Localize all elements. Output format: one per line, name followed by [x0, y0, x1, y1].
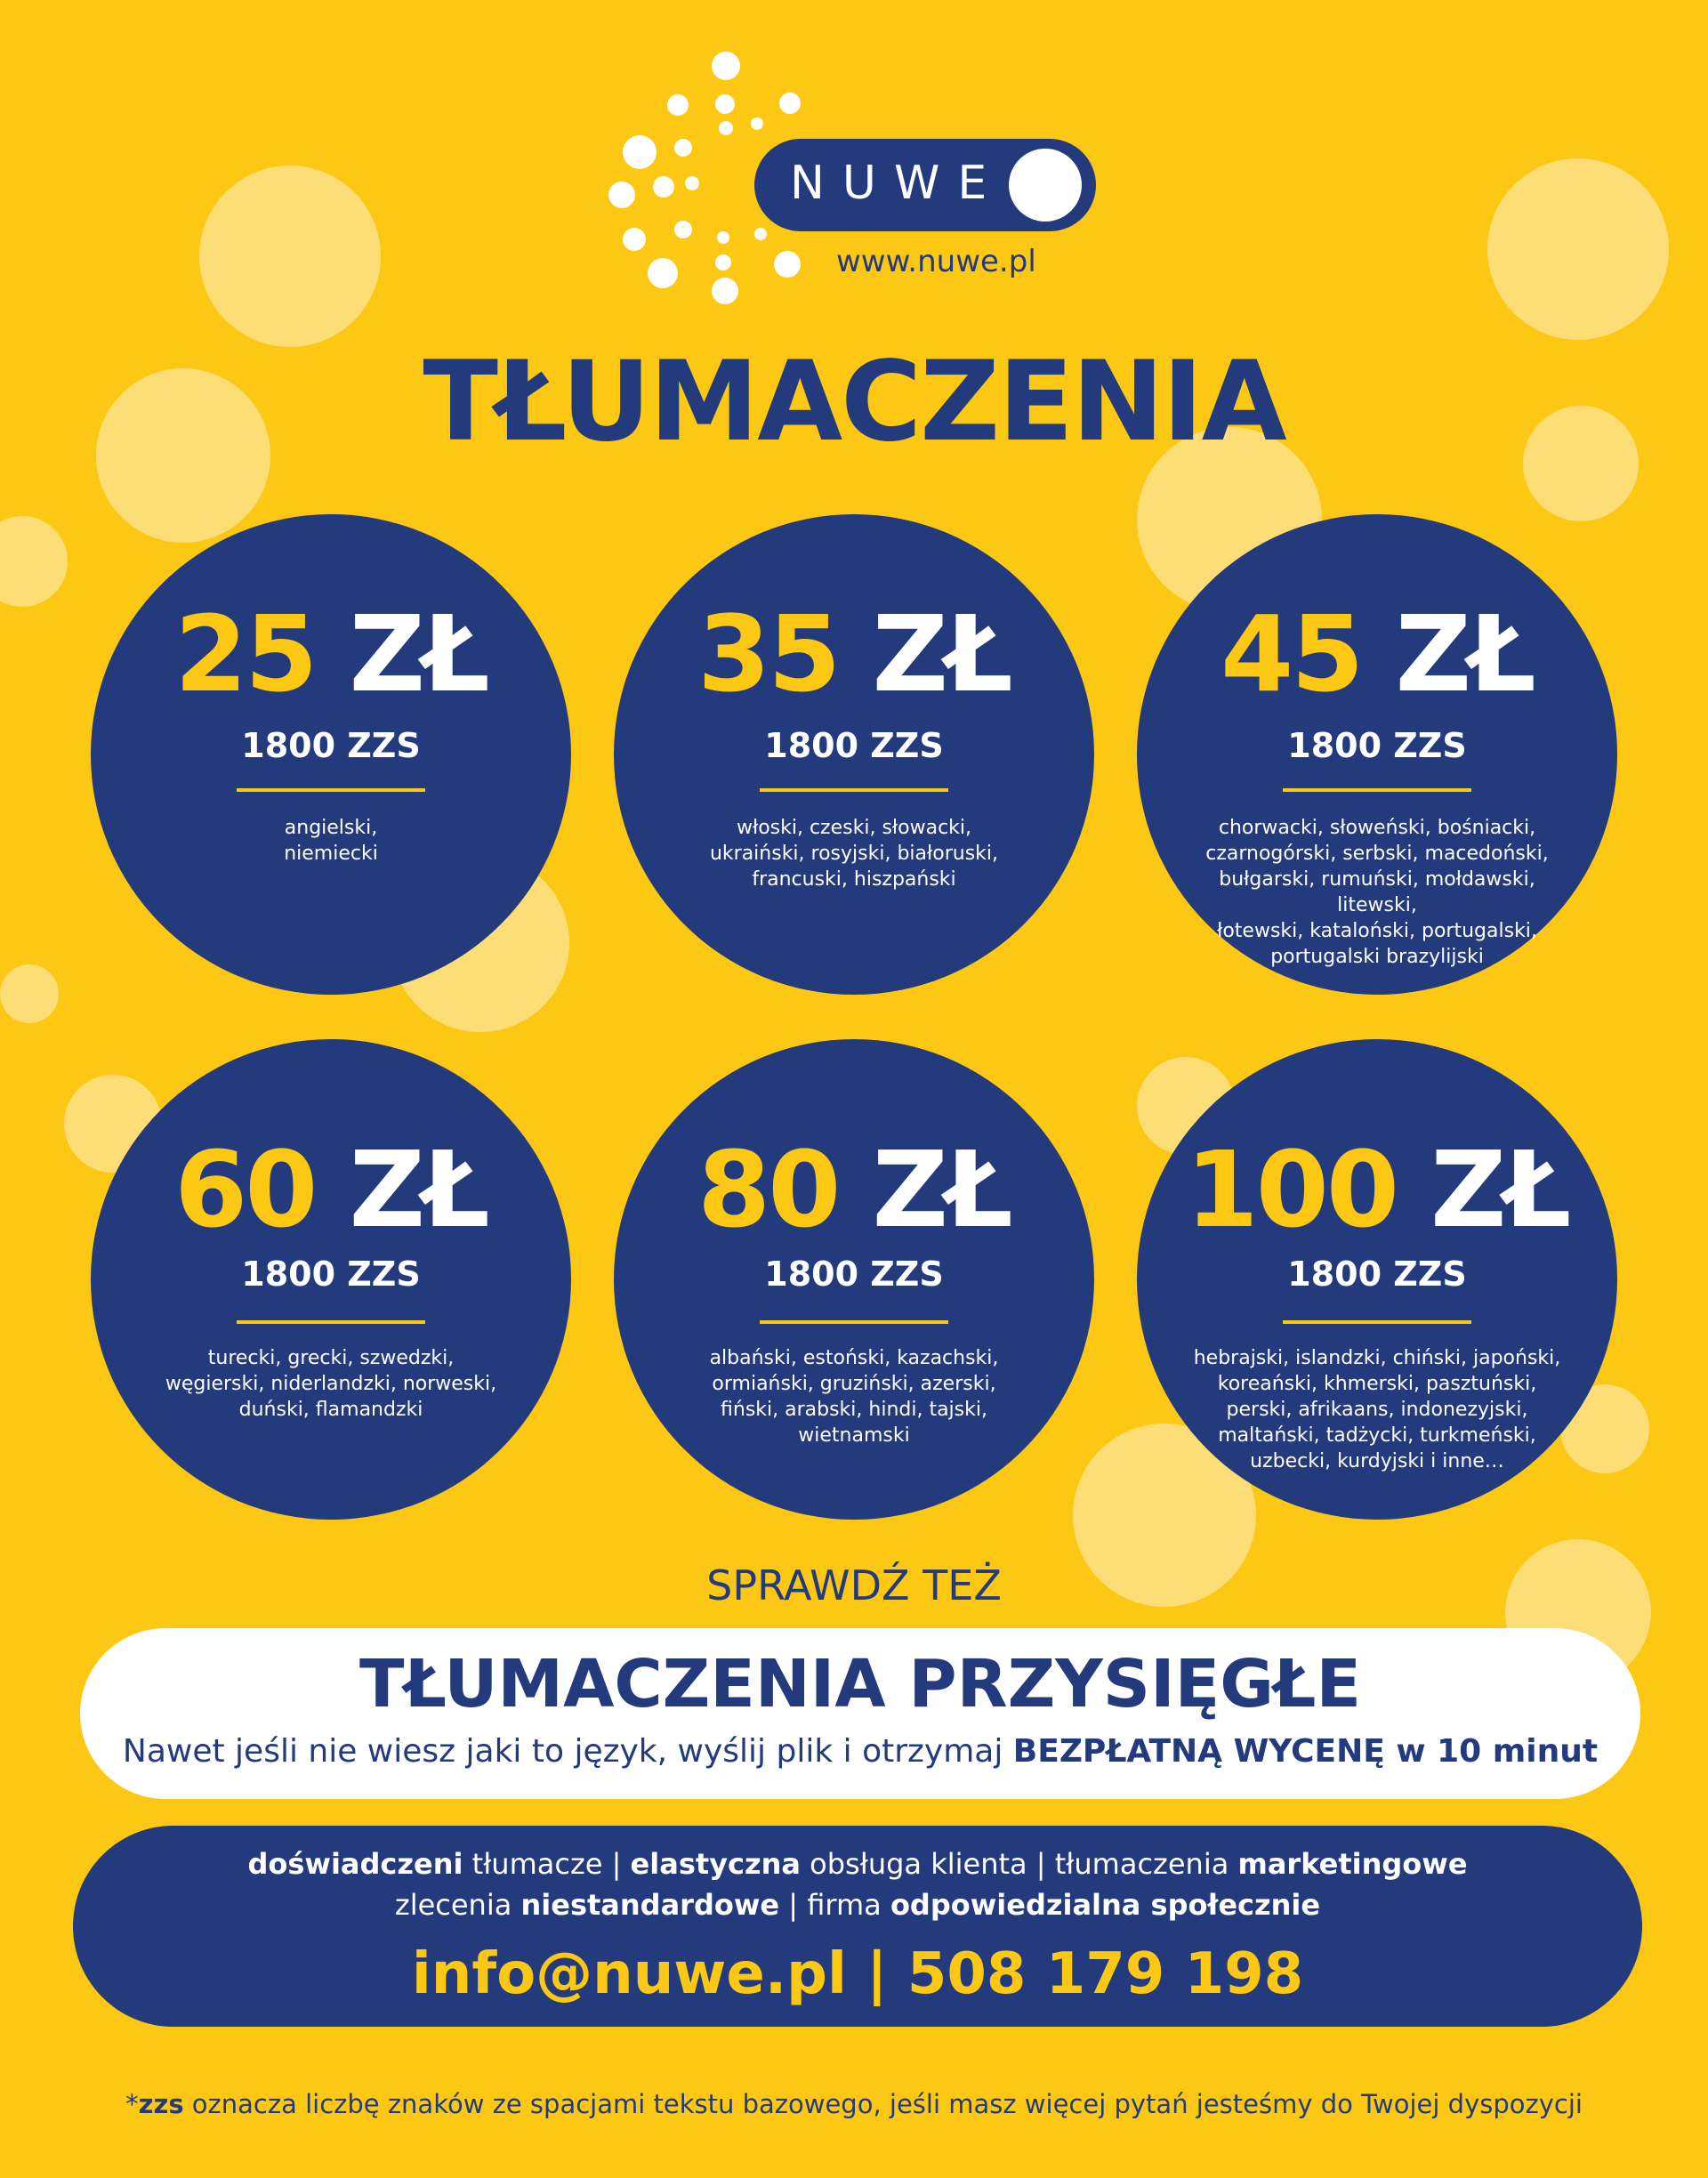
price-divider [237, 788, 425, 792]
price-divider [237, 1320, 425, 1324]
price-chars: 1800 ZZS [764, 726, 944, 765]
price-amount: 35 ZŁ [697, 593, 1011, 715]
price-chars: 1800 ZZS [1287, 1254, 1467, 1294]
contact-line: info@nuwe.pl | 508 179 198 [411, 1941, 1304, 2007]
bg-bubble [0, 964, 59, 1023]
sworn-translation-banner[interactable] [80, 1628, 1640, 1799]
check-also-heading: SPRAWDŹ TEŻ [706, 1561, 1002, 1609]
price-circle [614, 1039, 1094, 1520]
price-chars: 1800 ZZS [1287, 726, 1467, 765]
price-amount: 60 ZŁ [174, 1128, 487, 1251]
bg-bubble [199, 165, 381, 347]
features-line-1: doświadczeni tłumacze | elastyczna obsługa klienta | tłumaczenia marketingowe [247, 1847, 1468, 1881]
price-chars: 1800 ZZS [241, 1254, 421, 1294]
sworn-title: TŁUMACZENIA PRZYSIĘGŁE [359, 1646, 1361, 1722]
price-languages: angielski, niemiecki [284, 817, 378, 865]
price-divider [1283, 1320, 1471, 1324]
logo-text: NUWE [790, 157, 1005, 210]
price-divider [760, 788, 948, 792]
price-divider [760, 1320, 948, 1324]
price-languages: włoski, czeski, słowacki, ukraiński, rosyjski, białoruski, francuski, hiszpański [709, 817, 999, 891]
price-languages: hebrajski, islandzki, chiński, japoński, koreański, khmerski, pasztuński, perski, afrikaans, indonezyjski, maltański, tadżycki, turkmeński, uzbecki, kurdyjski i inne… [1193, 1347, 1561, 1472]
price-amount: 45 ZŁ [1221, 593, 1534, 715]
price-circle [91, 514, 571, 995]
price-circle [614, 514, 1094, 995]
footnote: *zzs oznacza liczbę znaków ze spacjami tekstu bazowego, jeśli masz więcej pytań jesteśmy do Twojej dyspozycji [125, 2089, 1583, 2119]
main-title: TŁUMACZENIA [423, 338, 1285, 466]
phone-link[interactable]: 508 179 198 [906, 1941, 1304, 2007]
logo-circle-icon [1009, 149, 1082, 222]
contact-banner [73, 1826, 1642, 2027]
price-amount: 100 ZŁ [1185, 1128, 1569, 1251]
price-languages: chorwacki, słoweński, bośniacki, czarnogórski, serbski, macedoński, bułgarski, rumuński, mołdawski, litewski, łotewski, kataloński, portugalski, portugalski brazylijski [1205, 817, 1549, 968]
bg-bubble [1487, 158, 1669, 340]
price-circle [1137, 1039, 1617, 1520]
features-line-2: zlecenia niestandardowe | firma odpowiedzialna społecznie [394, 1888, 1321, 1922]
price-chars: 1800 ZZS [241, 726, 421, 765]
price-circle [1137, 514, 1617, 995]
price-amount: 25 ZŁ [174, 593, 487, 715]
price-languages: turecki, grecki, szwedzki, węgierski, niderlandzki, norweski, duński, flamandzki [165, 1347, 497, 1421]
price-chars: 1800 ZZS [764, 1254, 944, 1294]
price-amount: 80 ZŁ [697, 1128, 1011, 1251]
price-circle [91, 1039, 571, 1520]
price-divider [1283, 788, 1471, 792]
price-languages: albański, estoński, kazachski, ormiański, gruziński, azerski, fiński, arabski, hindi, tajski, wietnamski [709, 1347, 999, 1447]
email-link[interactable]: info@nuwe.pl [411, 1941, 847, 2007]
logo-url[interactable]: www.nuwe.pl [836, 244, 1036, 279]
sworn-subtitle: Nawet jeśli nie wiesz jaki to język, wyślij plik i otrzymaj BEZPŁATNĄ WYCENĘ w 10 minut [122, 1733, 1599, 1770]
bg-bubble [0, 516, 68, 607]
